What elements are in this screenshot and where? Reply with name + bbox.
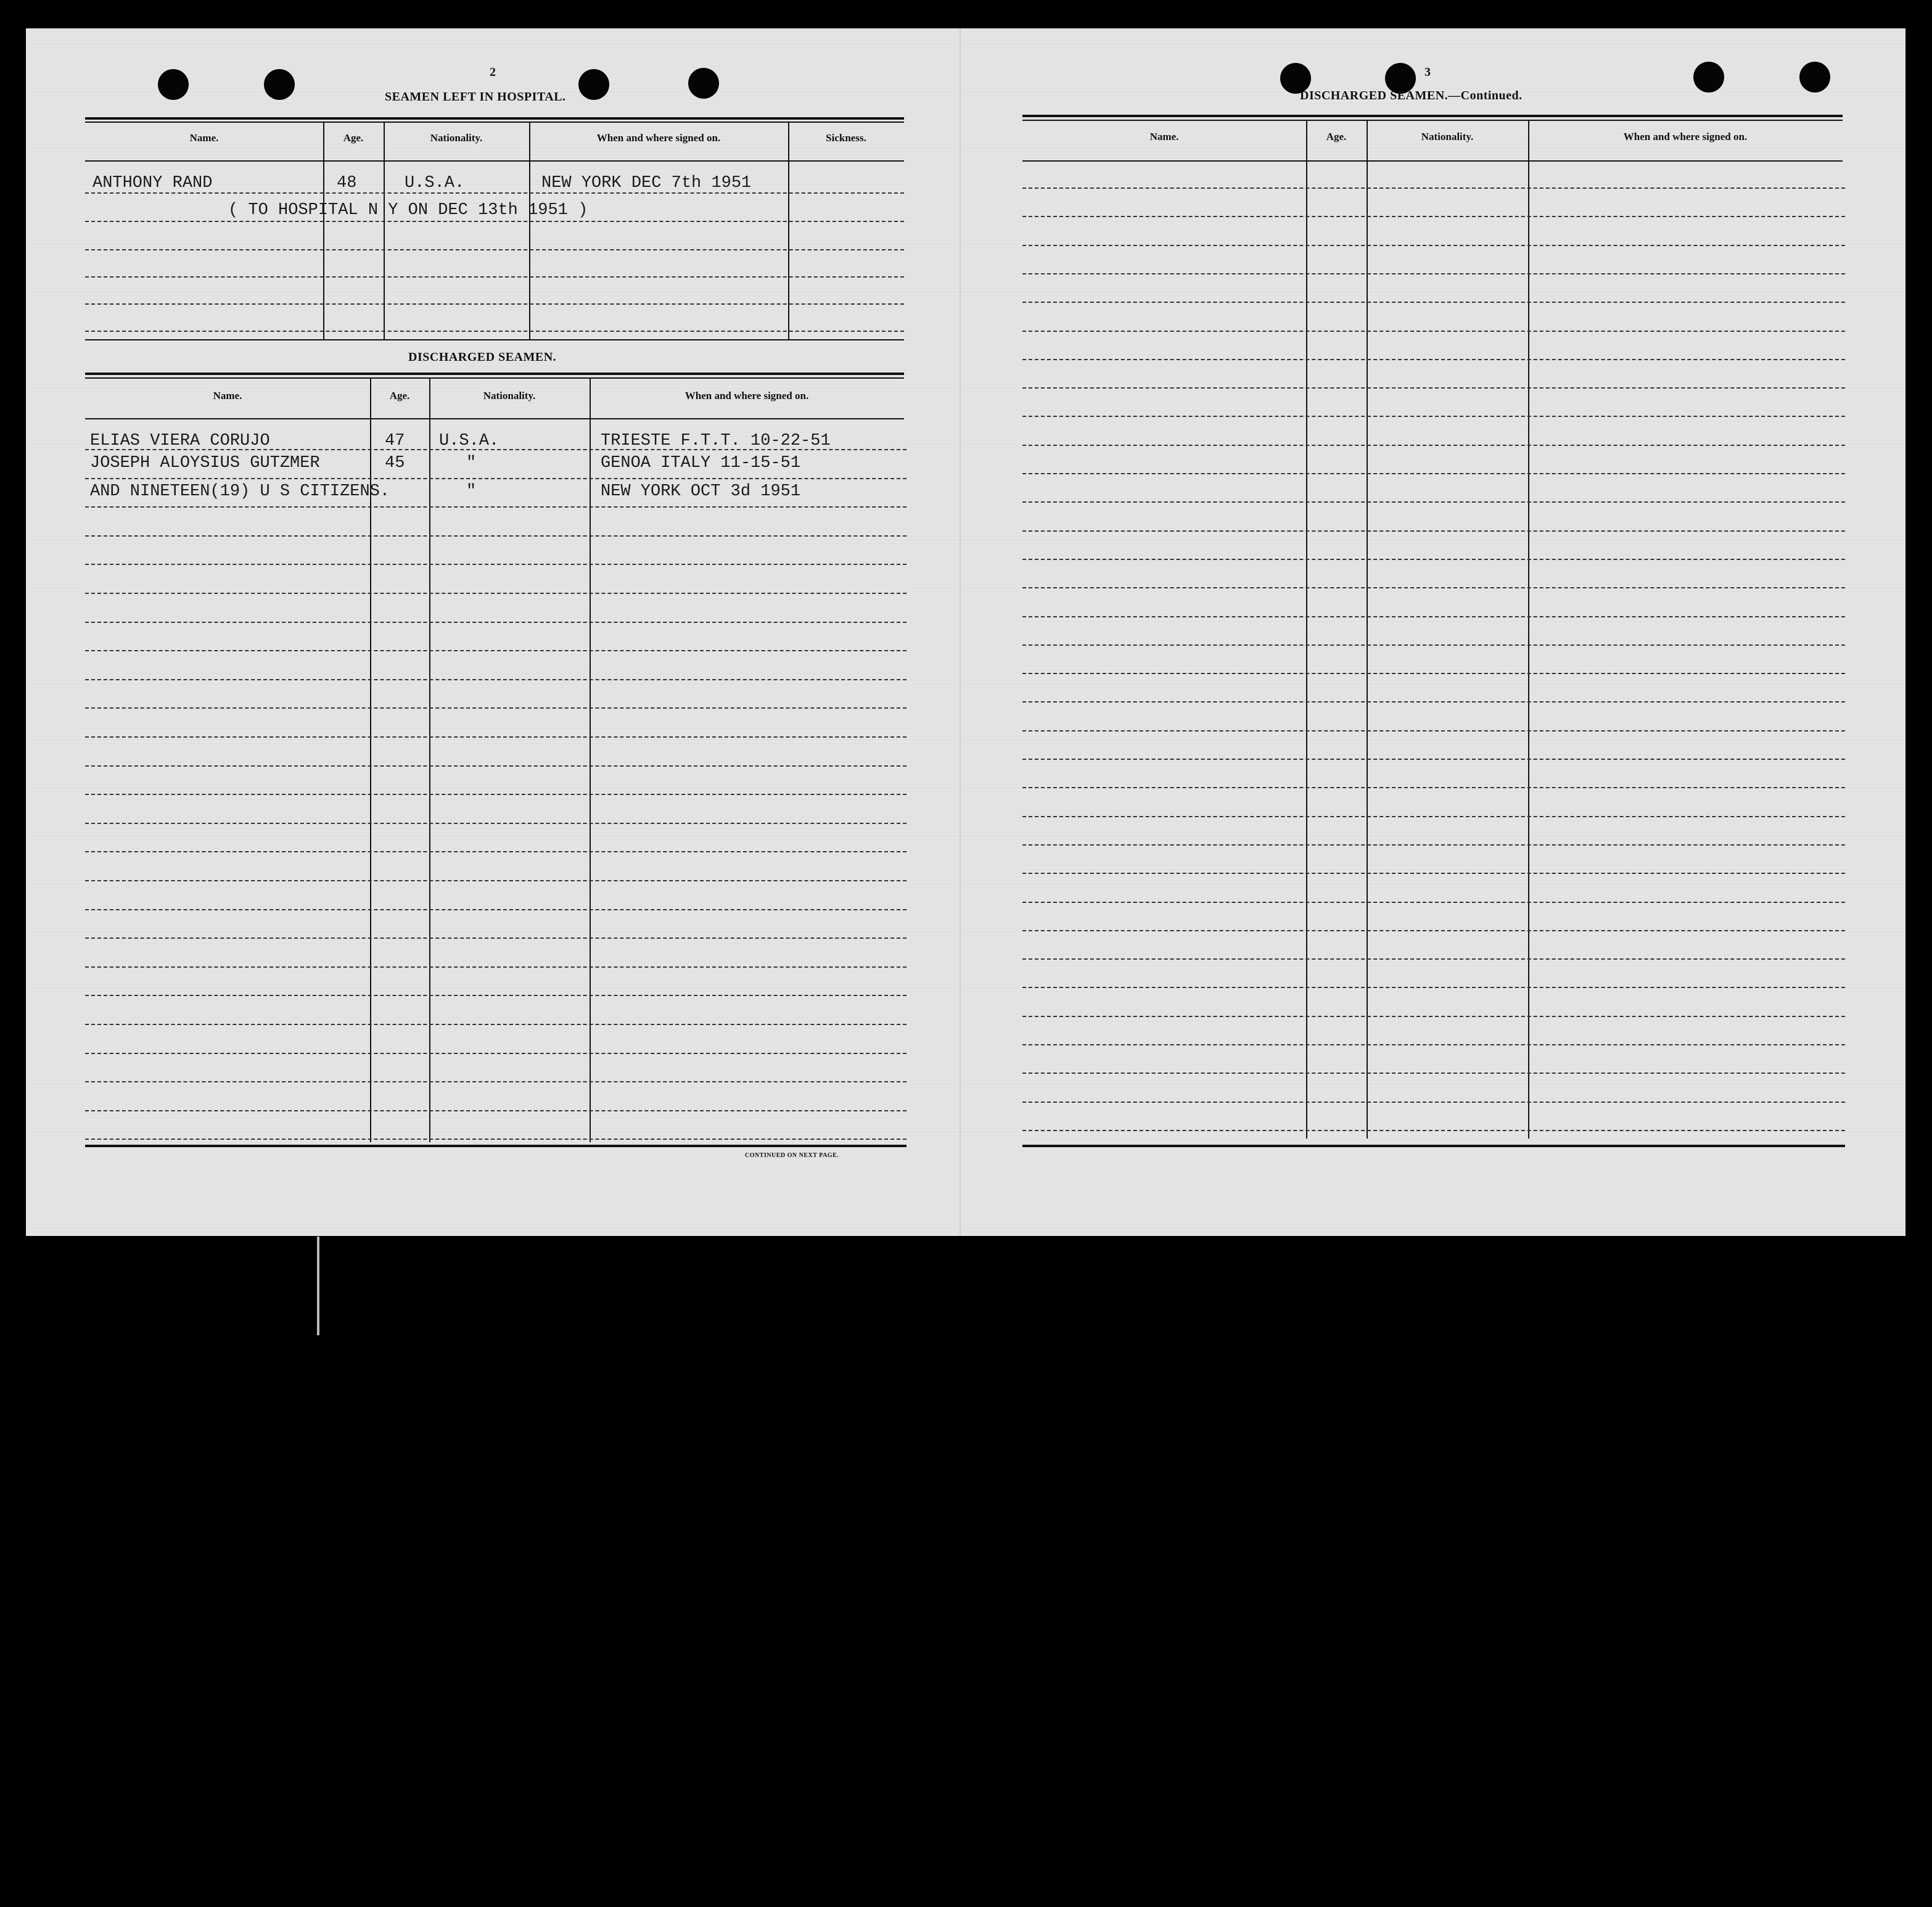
dotted-row-line [1022, 216, 1845, 217]
col-header-name: Name. [1149, 131, 1179, 142]
discharged-row-name: JOSEPH ALOYSIUS GUTZMER [90, 454, 320, 472]
continued-footer: CONTINUED ON NEXT PAGE. [745, 1152, 839, 1159]
dotted-row-line [1022, 359, 1845, 360]
discharged-row-name: AND NINETEEN(19) U S CITIZENS. [90, 482, 390, 501]
column-divider [429, 377, 430, 1142]
table-rule [85, 339, 904, 340]
col-header-signed-on: When and where signed on. [1623, 131, 1748, 142]
dotted-row-line [85, 192, 904, 194]
col-header-age: Age. [1326, 131, 1347, 142]
table-rule [1022, 160, 1843, 162]
discharged-row-signed-on: NEW YORK OCT 3d 1951 [601, 482, 801, 501]
dotted-row-line [1022, 1073, 1845, 1074]
dotted-row-line [1022, 987, 1845, 988]
dotted-row-line [85, 593, 906, 594]
discharged-row-name: ELIAS VIERA CORUJO [90, 432, 270, 450]
discharged-row-nationality: " [466, 482, 477, 501]
dotted-row-line [85, 851, 906, 852]
dotted-row-line [85, 650, 906, 651]
dotted-row-line [1022, 844, 1845, 846]
dotted-row-line [85, 707, 906, 709]
dotted-row-line [85, 249, 904, 250]
dotted-row-line [85, 995, 906, 996]
punch-hole [1799, 62, 1830, 93]
dotted-row-line [1022, 416, 1845, 417]
dotted-row-line [1022, 902, 1845, 903]
table-rule [85, 122, 904, 123]
table-rule [85, 160, 904, 162]
dotted-row-line [1022, 701, 1845, 702]
discharged-row-nationality: " [466, 454, 477, 472]
dotted-row-line [85, 535, 906, 537]
col-header-name: Name. [213, 390, 242, 402]
hospital-row-name: ANTHONY RAND [92, 174, 213, 192]
dotted-row-line [85, 1139, 906, 1140]
page-number-left: 2 [490, 65, 496, 79]
col-header-signed-on: When and where signed on. [596, 132, 721, 144]
dotted-row-line [85, 221, 904, 222]
discharged-row-age: 47 [385, 432, 405, 450]
column-divider [1306, 120, 1307, 1139]
col-header-nationality: Nationality. [430, 132, 483, 144]
page-fold [960, 28, 961, 1236]
table-rule [85, 377, 904, 379]
page-number-right: 3 [1424, 65, 1431, 79]
column-divider [788, 122, 789, 340]
table-rule [1022, 1145, 1845, 1147]
dotted-row-line [1022, 616, 1845, 617]
column-divider [323, 122, 324, 340]
dotted-row-line [85, 1081, 906, 1082]
dotted-row-line [1022, 501, 1845, 503]
dotted-row-line [1022, 187, 1845, 189]
dotted-row-line [1022, 873, 1845, 874]
hospital-row-note: ( TO HOSPITAL N Y ON DEC 13th 1951 ) [228, 201, 588, 220]
dotted-row-line [85, 937, 906, 939]
dotted-row-line [85, 823, 906, 824]
dotted-row-line [1022, 1130, 1845, 1131]
dotted-row-line [1022, 530, 1845, 532]
col-header-nationality: Nationality. [1421, 131, 1474, 142]
table-rule [85, 117, 904, 120]
dotted-row-line [85, 909, 906, 910]
dotted-row-line [85, 880, 906, 881]
punch-hole [264, 69, 295, 100]
col-header-signed-on: When and where signed on. [684, 390, 809, 402]
punch-hole [158, 69, 189, 100]
table-rule [85, 418, 904, 419]
dotted-row-line [1022, 331, 1845, 332]
discharged-continued-title: DISCHARGED SEAMEN.—Continued. [1300, 89, 1523, 102]
dotted-row-line [1022, 587, 1845, 588]
dotted-row-line [85, 736, 906, 738]
dotted-row-line [1022, 1016, 1845, 1017]
dotted-row-line [1022, 1102, 1845, 1103]
dotted-row-line [85, 1024, 906, 1025]
punch-hole [1693, 62, 1724, 93]
dotted-row-line [1022, 245, 1845, 246]
dotted-row-line [1022, 387, 1845, 389]
dotted-row-line [1022, 816, 1845, 817]
dotted-row-line [1022, 559, 1845, 560]
dotted-row-line [85, 478, 906, 479]
hospital-row-nationality: U.S.A. [405, 174, 465, 192]
column-divider [529, 122, 530, 340]
dotted-row-line [85, 276, 904, 278]
hospital-row-age: 48 [337, 174, 357, 192]
dotted-row-line [1022, 759, 1845, 760]
column-divider [384, 122, 385, 340]
dotted-row-line [85, 794, 906, 795]
col-header-age: Age. [389, 390, 410, 402]
table-rule [85, 1145, 906, 1147]
punch-hole [688, 68, 719, 99]
dotted-row-line [85, 1053, 906, 1054]
discharged-row-signed-on: TRIESTE F.T.T. 10-22-51 [601, 432, 831, 450]
punch-hole [578, 69, 609, 100]
dotted-row-line [1022, 645, 1845, 646]
dotted-row-line [1022, 273, 1845, 274]
dotted-row-line [85, 506, 906, 508]
dotted-row-line [1022, 958, 1845, 960]
dotted-row-line [1022, 930, 1845, 931]
dotted-row-line [1022, 302, 1845, 303]
discharged-row-signed-on: GENOA ITALY 11-15-51 [601, 454, 801, 472]
dotted-row-line [85, 331, 904, 332]
scan-artifact [317, 1237, 319, 1335]
dotted-row-line [1022, 673, 1845, 674]
dotted-row-line [85, 564, 906, 565]
dotted-row-line [1022, 730, 1845, 731]
table-rule [1022, 120, 1843, 121]
column-divider [590, 377, 591, 1142]
col-header-age: Age. [343, 132, 364, 144]
hospital-row-signed-on: NEW YORK DEC 7th 1951 [541, 174, 752, 192]
dotted-row-line [85, 679, 906, 680]
table-rule [85, 373, 904, 375]
dotted-row-line [1022, 787, 1845, 788]
discharged-section-title: DISCHARGED SEAMEN. [408, 350, 557, 364]
col-header-nationality: Nationality. [483, 390, 536, 402]
col-header-sickness: Sickness. [826, 132, 866, 144]
column-divider [1528, 120, 1529, 1139]
discharged-row-nationality: U.S.A. [439, 432, 499, 450]
dotted-row-line [1022, 473, 1845, 474]
col-header-name: Name. [189, 132, 219, 144]
table-rule [1022, 115, 1843, 117]
dotted-row-line [1022, 445, 1845, 446]
dotted-row-line [1022, 1044, 1845, 1045]
dotted-row-line [85, 303, 904, 305]
dotted-row-line [85, 622, 906, 623]
discharged-row-age: 45 [385, 454, 405, 472]
hospital-section-title: SEAMEN LEFT IN HOSPITAL. [385, 90, 566, 104]
dotted-row-line [85, 765, 906, 767]
column-divider [1367, 120, 1368, 1139]
dotted-row-line [85, 966, 906, 968]
dotted-row-line [85, 1110, 906, 1111]
